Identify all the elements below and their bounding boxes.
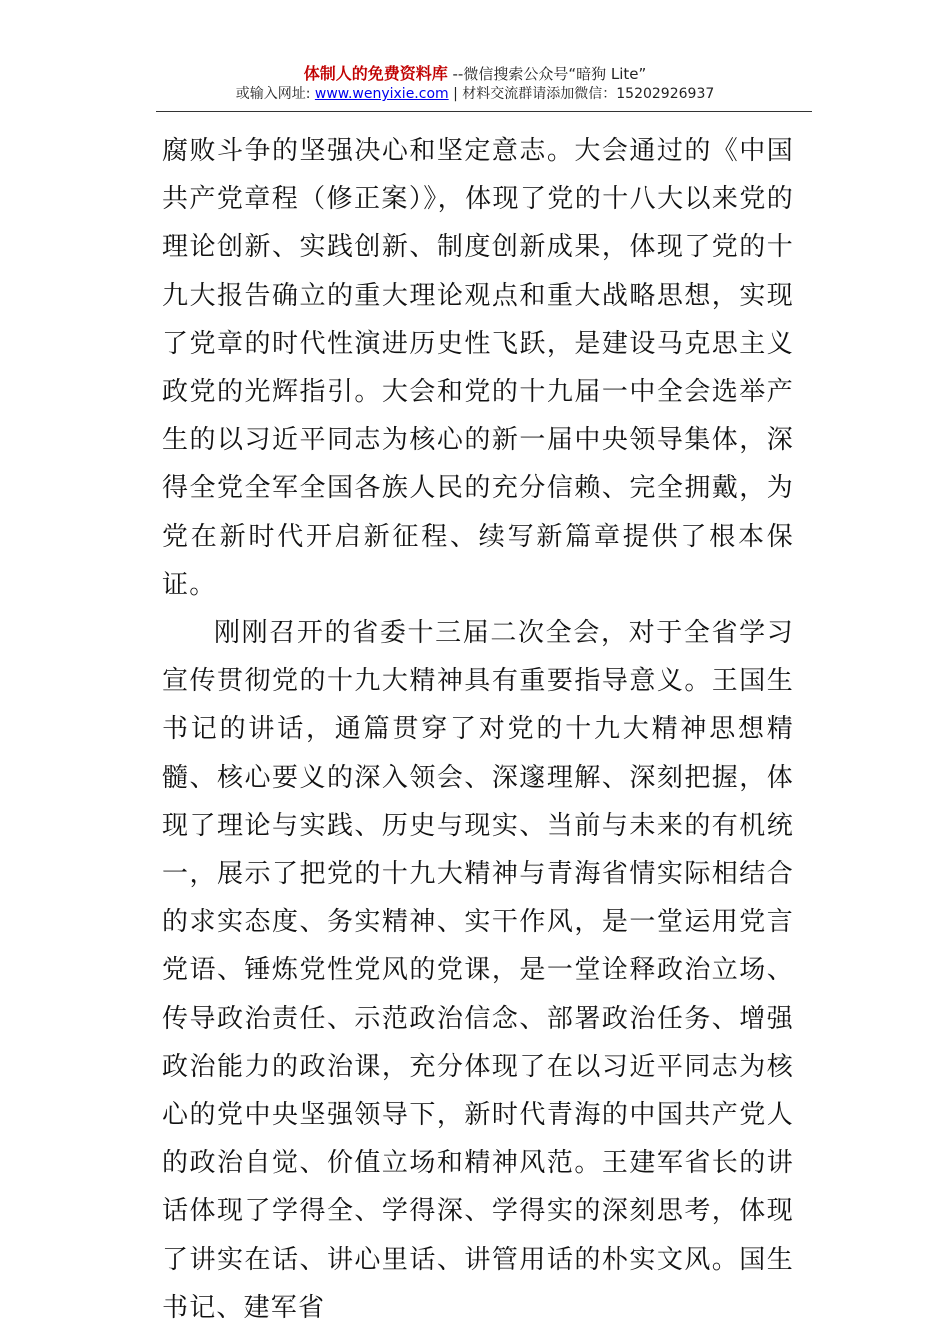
header-brand: 体制人的免费资料库	[303, 64, 448, 83]
header-url-prefix: 或输入网址:	[235, 86, 315, 102]
header-title-line	[0, 64, 950, 84]
paragraph-1: 腐败斗争的坚强决心和坚定意志。大会通过的《中国共产党章程（修正案）》，体现了党的十八大以来党的理论创新、实践创新、制度创新成果，体现了党的十九大报告确立的重大理论观点和重大战略思想，实现了党章的时代性演进历史性飞跃，是建设马克思主义政党的光辉指引。大会和党的十九届一中全会选举产生的以习近平同志为核心的新一届中央领导集体，深得全党全军全国各族人民的充分信赖、完全拥戴，为党在新时代开启新征程、续写新篇章提供了根本保证。	[162, 136, 794, 600]
header-contact-line	[0, 84, 950, 104]
document-body	[162, 127, 794, 1332]
header-contact-suffix: | 材料交流群请添加微信：15202926937	[448, 86, 715, 102]
website-link[interactable]: www.wenyixie.com	[314, 86, 449, 102]
header-tagline: --微信搜索公众号“暗狗 Lite”	[447, 65, 647, 83]
paragraph-2: 刚刚召开的省委十三届二次全会，对于全省学习宣传贯彻党的十九大精神具有重要指导意义。王国生书记的讲话，通篇贯穿了对党的十九大精神思想精髓、核心要义的深入领会、深邃理解、深刻把握，体现了理论与实践、历史与现实、当前与未来的有机统一，展示了把党的十九大精神与青海省情实际相结合的求实态度、务实精神、实干作风，是一堂运用党言党语、锤炼党性党风的党课，是一堂诠释政治立场、传导政治责任、示范政治信念、部署政治任务、增强政治能力的政治课，充分体现了在以习近平同志为核心的党中央坚强领导下，新时代青海的中国共产党人的政治自觉、价值立场和精神风范。王建军省长的讲话体现了学得全、学得深、学得实的深刻思考，体现了讲实在话、讲心里话、讲管用话的朴实文风。国生书记、建军省	[162, 618, 794, 1323]
page-header	[0, 64, 950, 104]
header-divider	[156, 111, 812, 112]
